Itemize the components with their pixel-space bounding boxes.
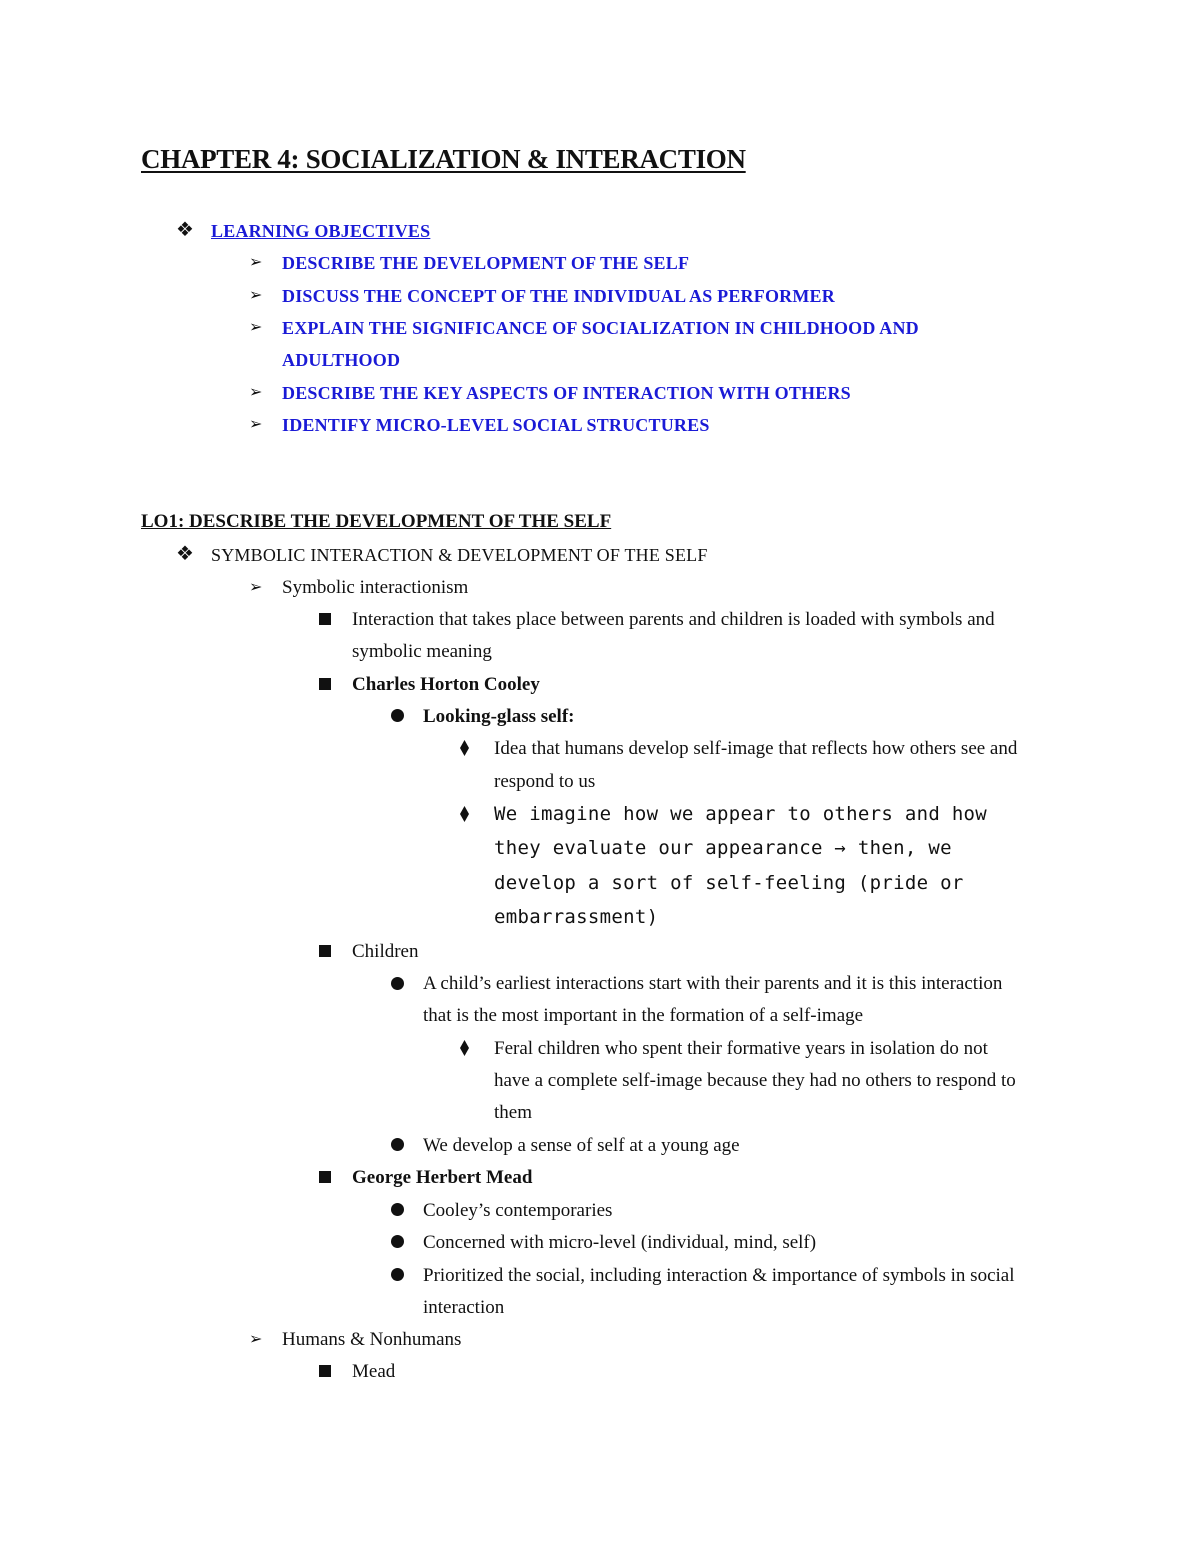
rhombus-bullet-icon — [460, 737, 468, 761]
list-item-continued: symbolic meaning — [352, 641, 492, 662]
arrow-bullet-icon: ➢ — [249, 384, 263, 401]
objective-item: IDENTIFY MICRO-LEVEL SOCIAL STRUCTURES — [282, 415, 710, 435]
four-diamond-bullet-icon: ❖ — [176, 543, 194, 565]
objective-item: DISCUSS THE CONCEPT OF THE INDIVIDUAL AS PERFORMER — [282, 286, 835, 306]
list-item: We develop a sense of self at a young age — [423, 1135, 740, 1156]
chapter-title: CHAPTER 4: SOCIALIZATION & INTERACTION — [141, 144, 746, 174]
arrow-bullet-icon: ➢ — [249, 579, 263, 596]
list-item-continued: interaction — [423, 1297, 505, 1318]
rhombus-bullet-icon — [460, 803, 468, 827]
arrow-bullet-icon: ➢ — [249, 254, 263, 271]
square-bullet-icon — [319, 1166, 331, 1190]
square-bullet-icon — [319, 673, 331, 697]
list-item: Symbolic interactionism — [282, 577, 469, 598]
objective-item: DESCRIBE THE DEVELOPMENT OF THE SELF — [282, 253, 690, 273]
learning-objectives-heading: LEARNING OBJECTIVES — [211, 221, 431, 241]
list-item: Concerned with micro-level (individual, mind, self) — [423, 1232, 817, 1253]
list-item: Humans & Nonhumans — [282, 1329, 462, 1350]
arrow-bullet-icon: ➢ — [249, 319, 263, 336]
list-item: A child’s earliest interactions start with their parents and it is this interaction — [423, 973, 1003, 994]
square-bullet-icon — [319, 608, 331, 632]
circle-bullet-icon — [391, 973, 404, 997]
list-item-continued: have a complete self-image because they had no others to respond to — [494, 1070, 1016, 1091]
list-item: Looking-glass self: — [423, 706, 575, 727]
list-item: Prioritized the social, including interaction & importance of symbols in social — [423, 1265, 1015, 1286]
rhombus-bullet-icon — [460, 1037, 468, 1061]
arrow-bullet-icon: ➢ — [249, 416, 263, 433]
arrow-bullet-icon: ➢ — [249, 1331, 263, 1348]
objective-item: DESCRIBE THE KEY ASPECTS OF INTERACTION WITH OTHERS — [282, 383, 851, 403]
list-item: George Herbert Mead — [352, 1167, 533, 1188]
topic-heading: SYMBOLIC INTERACTION & DEVELOPMENT OF THE SELF — [211, 545, 708, 565]
list-item: Feral children who spent their formative years in isolation do not — [494, 1038, 988, 1059]
list-item: Charles Horton Cooley — [352, 674, 540, 695]
list-item: Interaction that takes place between parents and children is loaded with symbols and — [352, 609, 995, 630]
circle-bullet-icon — [391, 705, 404, 729]
list-item-continued: that is the most important in the formation of a self-image — [423, 1005, 864, 1026]
list-item: Idea that humans develop self-image that reflects how others see and — [494, 738, 1018, 759]
list-item: Cooley’s contemporaries — [423, 1200, 613, 1221]
list-item: Children — [352, 941, 419, 962]
list-item-continued: them — [494, 1102, 532, 1123]
list-item: We imagine how we appear to others and how — [494, 803, 988, 825]
arrow-bullet-icon: ➢ — [249, 287, 263, 304]
list-item-continued: respond to us — [494, 771, 596, 792]
circle-bullet-icon — [391, 1231, 404, 1255]
circle-bullet-icon — [391, 1134, 404, 1158]
lo1-heading: LO1: DESCRIBE THE DEVELOPMENT OF THE SELF — [141, 511, 612, 532]
objective-item-continued: ADULTHOOD — [282, 350, 401, 370]
four-diamond-bullet-icon: ❖ — [176, 219, 194, 241]
list-item-continued: they evaluate our appearance → then, we — [494, 837, 952, 859]
list-item-continued: embarrassment) — [494, 906, 659, 928]
list-item-continued: develop a sort of self-feeling (pride or — [494, 872, 964, 894]
circle-bullet-icon — [391, 1264, 404, 1288]
objective-item: EXPLAIN THE SIGNIFICANCE OF SOCIALIZATION IN CHILDHOOD AND — [282, 318, 919, 338]
circle-bullet-icon — [391, 1199, 404, 1223]
square-bullet-icon — [319, 1360, 331, 1384]
list-item: Mead — [352, 1361, 396, 1382]
square-bullet-icon — [319, 940, 331, 964]
